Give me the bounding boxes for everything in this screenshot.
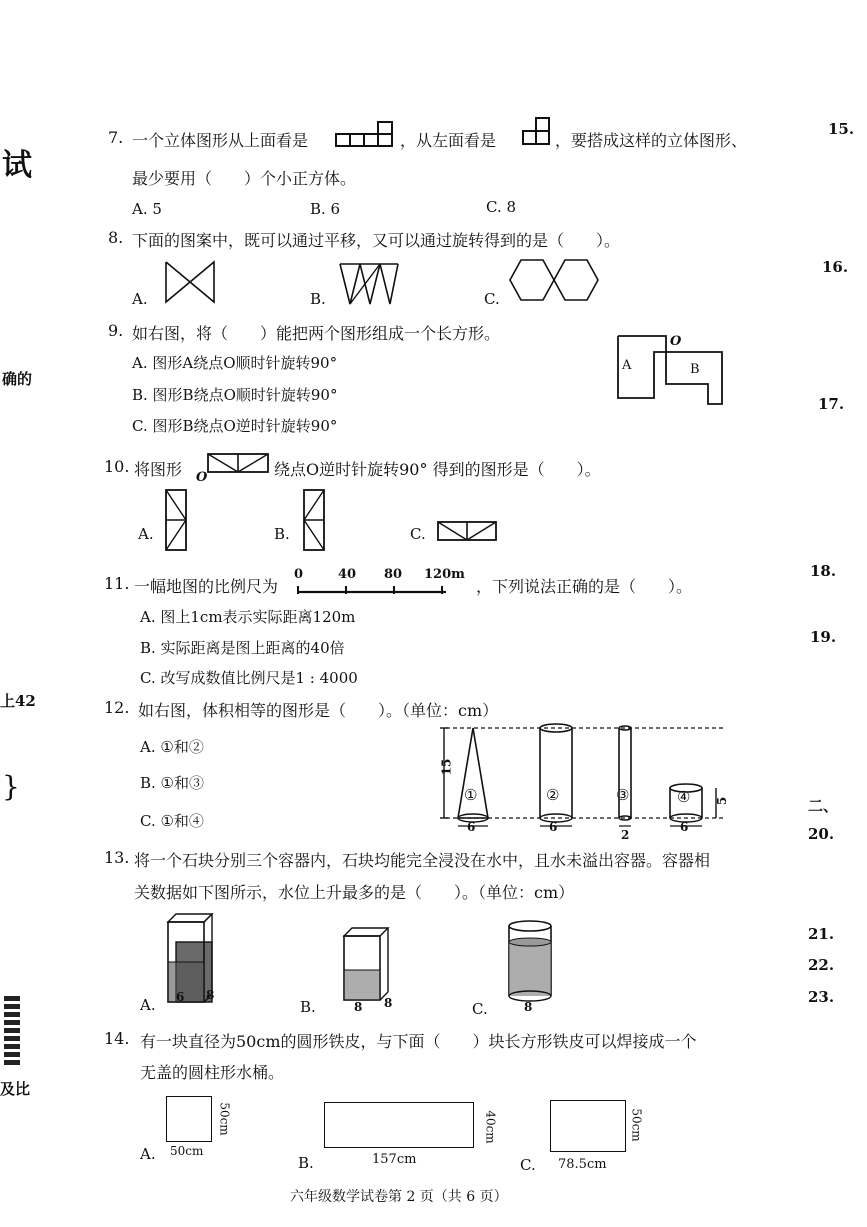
- q13-option-c[interactable]: C.: [472, 1000, 488, 1018]
- q14-option-a-height: 50cm: [217, 1102, 232, 1136]
- q12-diameter-2: 6: [549, 820, 558, 834]
- q11-text-b: ，下列说法正确的是（ ）。: [476, 577, 693, 596]
- q8-number: 8.: [108, 228, 124, 247]
- q12-solids-figure: [436, 718, 736, 840]
- q10-option-b-figure: [302, 488, 326, 552]
- q7-option-c[interactable]: C. 8: [486, 198, 517, 216]
- margin-barcode: [4, 996, 20, 1066]
- q10-source-figure: [206, 452, 270, 474]
- q13-option-b[interactable]: B.: [300, 998, 316, 1016]
- q8-option-c-figure: [508, 258, 598, 304]
- q10-point-o: O: [196, 470, 208, 485]
- q13-option-a-dim1: 6: [176, 990, 185, 1004]
- q8-text: 下面的图案中，既可以通过平移，又可以通过旋转得到的是（ ）。: [132, 231, 621, 250]
- q12-diameter-3: 2: [621, 828, 630, 842]
- margin-text-que: 确的: [2, 370, 33, 388]
- q13-option-c-dim: 8: [524, 1000, 533, 1014]
- right-q22: 22.: [808, 956, 835, 974]
- q13-number: 13.: [104, 848, 130, 867]
- q9-figure-label-a: A: [622, 358, 632, 373]
- right-q21: 21.: [808, 925, 835, 943]
- right-section-2: 二、: [808, 797, 839, 815]
- right-q16: 16.: [822, 258, 849, 276]
- q14-number: 14.: [104, 1029, 130, 1048]
- q12-height-5: 5: [715, 796, 730, 806]
- q8-option-c[interactable]: C.: [484, 290, 500, 308]
- margin-text-bi: 及比: [0, 1080, 31, 1098]
- q12-label-1: ①: [464, 786, 478, 804]
- right-q15: 15.: [828, 120, 855, 138]
- q10-option-b[interactable]: B.: [274, 525, 290, 543]
- q11-scale-bar: [294, 584, 474, 598]
- q14-line1: 有一块直径为50cm的圆形铁皮，与下面（ ）块长方形铁皮可以焊接成一个: [140, 1032, 697, 1051]
- right-q19: 19.: [810, 628, 837, 646]
- q13-line1: 将一个石块分别三个容器内，石块均能完全浸没在水中，且水未溢出容器。容器相: [134, 851, 711, 870]
- q9-option-b[interactable]: B. 图形B绕点O顺时针旋转90°: [132, 386, 338, 404]
- q11-scale-120m: 120m: [424, 567, 465, 582]
- q14-option-b-height: 40cm: [483, 1110, 498, 1144]
- q7-text-a: 一个立体图形从上面看是: [132, 131, 309, 150]
- q14-option-c[interactable]: C.: [520, 1156, 536, 1174]
- q12-label-2: ②: [546, 786, 560, 804]
- q13-option-b-dim1: 8: [354, 1000, 363, 1014]
- q9-option-c[interactable]: C. 图形B绕点O逆时针旋转90°: [132, 417, 338, 435]
- q7-text-b: ，从左面看是: [400, 131, 497, 150]
- right-q20: 20.: [808, 825, 835, 843]
- q14-option-b-rect: [324, 1102, 474, 1148]
- q10-option-c-figure: [436, 520, 498, 542]
- q12-diameter-4: 6: [680, 820, 689, 834]
- q8-option-a[interactable]: A.: [132, 290, 148, 308]
- q8-option-a-figure: [164, 260, 216, 304]
- q14-option-c-width: 78.5cm: [558, 1157, 607, 1172]
- q13-option-b-dim2: 8: [384, 996, 393, 1010]
- q10-option-c[interactable]: C.: [410, 525, 426, 543]
- q11-option-a[interactable]: A. 图上1cm表示实际距离120m: [140, 608, 356, 626]
- q12-diameter-1: 6: [467, 820, 476, 834]
- q14-option-b[interactable]: B.: [298, 1154, 314, 1172]
- q11-scale-40: 40: [338, 567, 357, 582]
- q14-option-c-rect: [550, 1100, 626, 1152]
- q10-text-b: 绕点O逆时针旋转90° 得到的图形是（ ）。: [274, 460, 601, 479]
- q14-option-c-height: 50cm: [629, 1108, 644, 1142]
- margin-char-shi: 试: [2, 148, 32, 183]
- q14-option-a-width: 50cm: [170, 1144, 204, 1158]
- q9-figure-label-o: O: [670, 334, 682, 349]
- q7-line2: 最少要用（ ）个小正方体。: [132, 169, 357, 188]
- q7-option-b[interactable]: B. 6: [310, 200, 341, 218]
- page-footer: 六年级数学试卷第 2 页（共 6 页）: [290, 1189, 508, 1205]
- q11-option-b[interactable]: B. 实际距离是图上距离的40倍: [140, 639, 345, 657]
- margin-text-shang42: 上42: [0, 692, 36, 710]
- q11-text-a: 一幅地图的比例尺为: [134, 577, 279, 596]
- q9-option-a[interactable]: A. 图形A绕点O顺时针旋转90°: [132, 354, 338, 372]
- q11-option-c[interactable]: C. 改写成数值比例尺是1 : 4000: [140, 669, 358, 687]
- right-q17: 17.: [818, 395, 845, 413]
- q9-figure-label-b: B: [690, 362, 700, 377]
- q12-height-15: 15: [439, 758, 454, 776]
- q12-option-c[interactable]: C. ①和④: [140, 812, 204, 830]
- q12-label-4: ④: [677, 788, 691, 806]
- q12-option-b[interactable]: B. ①和③: [140, 774, 205, 792]
- q10-option-a-figure: [164, 488, 188, 552]
- q13-line2: 关数据如下图所示，水位上升最多的是（ ）。（单位：cm）: [134, 883, 575, 902]
- q13-option-b-container: [338, 926, 398, 1006]
- q7-top-view-figure: [334, 122, 398, 148]
- q10-text-a: 将图形: [134, 460, 183, 479]
- margin-paren: }: [2, 770, 20, 803]
- q14-option-a[interactable]: A.: [140, 1145, 156, 1163]
- q9-text: 如右图，将（ ）能把两个图形组成一个长方形。: [132, 324, 501, 343]
- q11-scale-0: 0: [294, 567, 304, 582]
- q12-label-3: ③: [616, 786, 630, 804]
- q12-number: 12.: [104, 698, 130, 717]
- right-q18: 18.: [810, 562, 837, 580]
- q12-option-a[interactable]: A. ①和②: [140, 738, 204, 756]
- q12-text: 如右图，体积相等的图形是（ ）。（单位：cm）: [138, 701, 499, 720]
- q13-option-c-container: [506, 918, 556, 1004]
- q10-number: 10.: [104, 457, 130, 476]
- q14-option-a-rect: [166, 1096, 212, 1142]
- q14-line2: 无盖的圆柱形水桶。: [140, 1063, 285, 1082]
- q9-number: 9.: [108, 321, 124, 340]
- q8-option-b[interactable]: B.: [310, 290, 326, 308]
- q13-option-a-dim2: 8: [206, 988, 215, 1002]
- q10-option-a[interactable]: A.: [138, 525, 154, 543]
- q8-option-b-figure: [338, 262, 400, 308]
- q11-scale-80: 80: [384, 567, 403, 582]
- q13-option-a[interactable]: A.: [140, 996, 156, 1014]
- q7-text-c: ，要搭成这样的立体图形、: [555, 131, 748, 150]
- q7-number: 7.: [108, 128, 124, 147]
- q7-left-view-figure: [522, 116, 552, 146]
- q7-option-a[interactable]: A. 5: [132, 200, 162, 218]
- q11-number: 11.: [104, 574, 130, 593]
- q14-option-b-width: 157cm: [372, 1152, 417, 1167]
- right-q23: 23.: [808, 988, 835, 1006]
